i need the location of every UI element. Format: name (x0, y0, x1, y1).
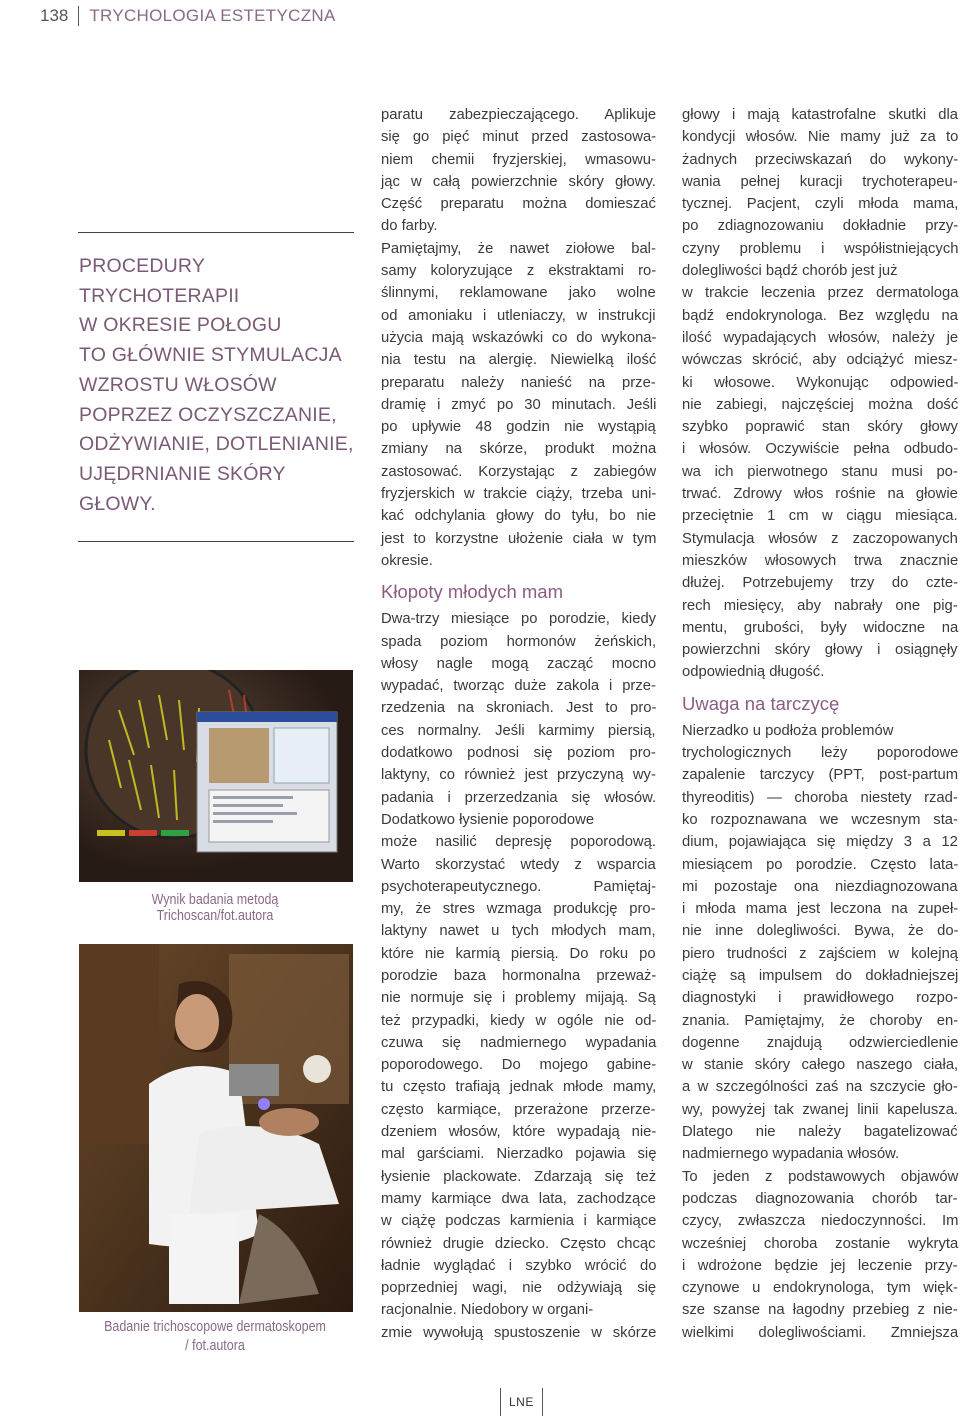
text-line: Część preparatu można domieszać (381, 196, 656, 213)
text-line: my, że stres wzmaga produkcję pro- (381, 901, 656, 918)
text-line: dramię i zmyć po 30 minutach. Jeśli (381, 396, 657, 413)
section-heading: Uwaga na tarczycę (682, 692, 840, 714)
text-line: tu często trafiają jednak młode mamy, (381, 1079, 657, 1096)
text-line: spada poziom hormonów żeńskich, (381, 633, 657, 650)
page-header (40, 4, 336, 28)
text-line: również drugie dziecko. Często chcąc (381, 1235, 656, 1252)
text-line: się go pięć minut przed zastosowa- (381, 129, 657, 146)
text-line: w stanie skóry całego naszego ciała, (682, 1057, 959, 1074)
text-line: i włosów. Oczywiście pełna odbudo- (682, 441, 959, 458)
text-line: po upływie 48 godzin nie wystąpią (381, 419, 656, 436)
text-line: porodzie baza hormonalna przeważ- (381, 967, 657, 984)
text-line: też przypadki, kiedy w ogóle nie od- (381, 1012, 657, 1029)
text-line: zastosować. Korzystając z zabiegów (381, 463, 657, 480)
text-line: czynowe u endokrynologa, tym więk- (682, 1280, 958, 1297)
text-line: Pamiętajmy, że nawet ziołowe bal- (381, 240, 656, 257)
text-line: laktyny, co również jest przyczyną wy- (381, 767, 656, 784)
photo2-caption-line: / fot.autora (185, 1338, 245, 1354)
text-line: do farby. (381, 218, 438, 235)
text-line: jest to korzystne ułożenie ciała w tym (381, 530, 657, 547)
photo2-caption-line: Badanie trichoscopowe dermatoskopem (104, 1319, 326, 1335)
text-line: piero trudności z zajściem w kolejną (682, 945, 959, 962)
text-line: dłużej. Potrzebujemy trzy do czte- (682, 575, 959, 592)
text-line: ODŻYWIANIE, DOTLENIANIE, (79, 433, 354, 456)
text-line: padania i przerzedzania się włosów. (381, 789, 657, 806)
pull-quote-rule-top (78, 232, 354, 233)
photo1-caption: Wynik badania metodą Trichoscan/fot.autora (151, 892, 279, 924)
text-line: psychoterapeutycznego. Pamiętaj- (381, 878, 657, 895)
photo2-caption (96, 1318, 333, 1356)
text-line: mal garściami. Nierzadko pojawia się (381, 1146, 657, 1163)
text-line: ślinnymi, reklamowane jako wolne (381, 285, 656, 302)
text-line: czyny problemu i współistniejących (682, 240, 959, 257)
text-line: szybko poprawić stan skóry głowy (682, 419, 958, 436)
text-line: bądź endokrynologa. Bez względu na (682, 307, 958, 324)
text-line: wówczas skrócić, aby odciążyć miesz- (682, 352, 958, 369)
text-line: wcześniej choroba zostanie wykryta (682, 1235, 959, 1252)
text-line: użycia mają wskazówki co do wykona- (381, 329, 657, 346)
text-line: dzeniem włosów, które wypadają nie- (381, 1124, 657, 1141)
dermatoscope-exam-photo (79, 944, 353, 1312)
text-line: ładnie wyglądać i szybko wrócić do (381, 1257, 657, 1274)
text-line: w trakcie leczenia przez dermatologa (682, 285, 959, 302)
text-line: i młoda mama jest leczona na zupeł- (682, 901, 959, 918)
text-line: poporodowego. Do mojego gabine- (381, 1057, 657, 1074)
text-line: Stymulacja włosów z zaczopowanych (682, 530, 958, 547)
text-line: odpowiednią długość. (682, 664, 825, 681)
text-line: wania pełnej kuracji trychoterapeu- (682, 173, 958, 190)
text-line: dodatkowo podnosi się poziom pro- (381, 745, 656, 762)
pull-quote-rule-bottom (78, 541, 354, 542)
text-line: tycznej. Pacjent, czyli młoda mama, (682, 196, 959, 213)
text-line: ko rozpoznawana we wczesnym sta- (682, 811, 958, 828)
page-footer (500, 1388, 543, 1416)
text-line: sze szanse na łagodny przebieg z nie- (682, 1302, 958, 1319)
text-line: PROCEDURY (79, 255, 206, 277)
text-line: powierzchni skóry głowy i osiągnęły (682, 642, 958, 659)
text-line: Dodatkowo łysienie poporodowe (381, 811, 595, 828)
text-line: kondycji włosów. Nie mamy już za to (682, 129, 959, 146)
text-line: diagnostyki i prawidłowego rozpo- (682, 990, 959, 1007)
text-line: znania. Pamiętajmy, że choroby en- (682, 1012, 959, 1029)
text-line: czuwa się nadmiernego wypadania (381, 1034, 657, 1051)
text-line: przeciętnie 1 cm w ciągu miesiąca. (682, 508, 958, 525)
text-line: i wdrożone będzie jej leczenie przy- (682, 1257, 958, 1274)
magazine-name: LNE (509, 1395, 534, 1409)
text-line: zapalenie tarczycy (PPT, post-partum (682, 767, 959, 784)
text-line: thyreoditis) — choroba niestety rzad- (682, 789, 958, 806)
text-line: które nie karmią piersią. Do roku po (381, 945, 656, 962)
text-line: Nierzadko u podłoża problemów (682, 722, 894, 739)
section-title: TRYCHOLOGIA ESTETYCZNA (89, 6, 336, 25)
text-line: od amoniaku i utleniaczy, w instrukcji (381, 307, 656, 324)
text-line: nadmiernego wypadania włosów. (682, 1146, 900, 1163)
text-line: dium, pojawiająca się między 3 a 12 (682, 834, 958, 851)
text-line: niem chemii fryzjerskiej, wmasowu- (381, 151, 656, 168)
text-line: Dlatego nie należy bagatelizować (682, 1124, 958, 1141)
text-line: mamy karmiące dwa lata, zachodzące (381, 1190, 656, 1207)
text-line: zmie wywołują spustoszenie w skórze (381, 1324, 657, 1341)
article-column-2 (381, 104, 656, 1344)
text-line: włosy nagle mogą zacząć mocno (381, 655, 657, 672)
text-line: może nasilić depresję poporodową. (381, 834, 656, 851)
text-line: UJĘDRNIANIE SKÓRY (79, 462, 286, 485)
text-line: a w szczególności zaś na szczycie gło- (682, 1079, 958, 1096)
text-line: nie inne dolegliwości. Bywa, że do- (682, 923, 959, 940)
text-line: GŁOWY. (79, 492, 156, 515)
text-line: nie normuje się i problemy mijają. Są (381, 990, 656, 1007)
text-line: kać odchylania głowy do tyłu, bo nie (381, 508, 657, 525)
text-line: czycy, zwłaszcza niedoczynności. Im (682, 1213, 959, 1230)
text-line: mi pozostaje ona niezdiagnozowana (682, 878, 958, 895)
text-line: wy, powyżej tak zwanej linii kapelusza. (682, 1101, 959, 1118)
text-line: miesiącem po porodzie. Często lata- (682, 856, 959, 873)
text-line: laktyny nawet u tych młodych mam, (381, 923, 656, 940)
text-line: nie zabiegi, najczęściej można dość (682, 396, 959, 413)
text-line: preparatu należy nanieść na prze- (381, 374, 656, 391)
text-line: POPRZEZ OCZYSZCZANIE, (79, 403, 337, 426)
text-line: WZROSTU WŁOSÓW (79, 373, 277, 396)
text-line: wa ich pierwotnego stanu musi po- (682, 463, 958, 480)
text-line: nia testu na alergię. Niewielką ilość (381, 352, 657, 369)
text-line: samy koloryzujące z ekstraktami ro- (381, 263, 657, 280)
text-line: ciążę są impulsem do dokładniejszej (682, 967, 959, 984)
text-line: zmiany na skórze, produkt można (381, 441, 657, 458)
text-line: żadnych przeciwskazań do wykony- (682, 151, 959, 168)
text-line: racjonalnie. Niedobory w organi- (381, 1302, 594, 1319)
text-line: paratu zabezpieczającego. Aplikuje (381, 107, 657, 123)
text-line: wypadać, tworząc duże zakola i prze- (381, 678, 656, 695)
text-line: często karmiące, przerażone przerze- (381, 1101, 656, 1118)
text-line: rzedzenia na skroniach. Jest to pro- (381, 700, 657, 717)
text-line: łysienie plackowate. Zdarzają się też (381, 1168, 657, 1185)
text-line: po zdiagnozowaniu dokładnie przy- (682, 218, 959, 235)
text-line: w ciążę podczas karmienia i karmiące (381, 1213, 657, 1230)
text-line: dogenne znajdują odzwierciedlenie (682, 1034, 959, 1051)
text-line: jąc w całą powierzchnie skóry głowy. (381, 173, 656, 190)
text-line: To jeden z podstawowych objawów (682, 1168, 959, 1185)
text-line: dolegliwości bądź chorób jest już (682, 263, 898, 280)
trichoscan-result-photo (79, 670, 353, 882)
text-line: mentu, grubości, były widoczne na (682, 619, 959, 636)
text-line: Warto skorzystać wtedy z wsparcia (381, 856, 656, 873)
text-line: ces normalny. Jeśli karmimy piersią, (381, 722, 656, 739)
text-line: ilość wypadających włosów, należy je (682, 329, 959, 346)
text-line: trwać. Zdrowy włos rośnie na głowie (682, 486, 958, 503)
text-line: trychologicznych leży poporodowe (682, 745, 959, 762)
pull-quote (79, 252, 354, 519)
text-line: Dwa-trzy miesiące po porodzie, kiedy (381, 611, 657, 628)
text-line: okresie. (381, 552, 433, 569)
text-line: głowy i mają katastrofalne skutki dla (682, 107, 959, 123)
text-line: fryzjerskich w trakcie ciąży, trzeba uni- (381, 486, 657, 503)
text-line: TRYCHOTERAPII (79, 284, 240, 307)
text-line: rech miesięcy, aby nabrały one pig- (682, 597, 958, 614)
section-heading: Kłopoty młodych mam (381, 581, 563, 603)
text-line: podczas diagnozowania chorób tar- (682, 1190, 958, 1207)
text-line: TO GŁÓWNIE STYMULACJA (79, 344, 342, 367)
text-line: W OKRESIE POŁOGU (79, 314, 282, 337)
text-line: wielkimi dolegliwościami. Zmniejsza (682, 1324, 959, 1341)
page-number: 138 (40, 6, 79, 26)
text-line: poprzedniej wagi, nie odżywiają się (381, 1280, 657, 1297)
text-line: ki włosowe. Wykonując odpowied- (682, 374, 959, 391)
text-line: mieszków włosowych trwa znacznie (682, 552, 959, 569)
article-column-3 (682, 104, 958, 1344)
